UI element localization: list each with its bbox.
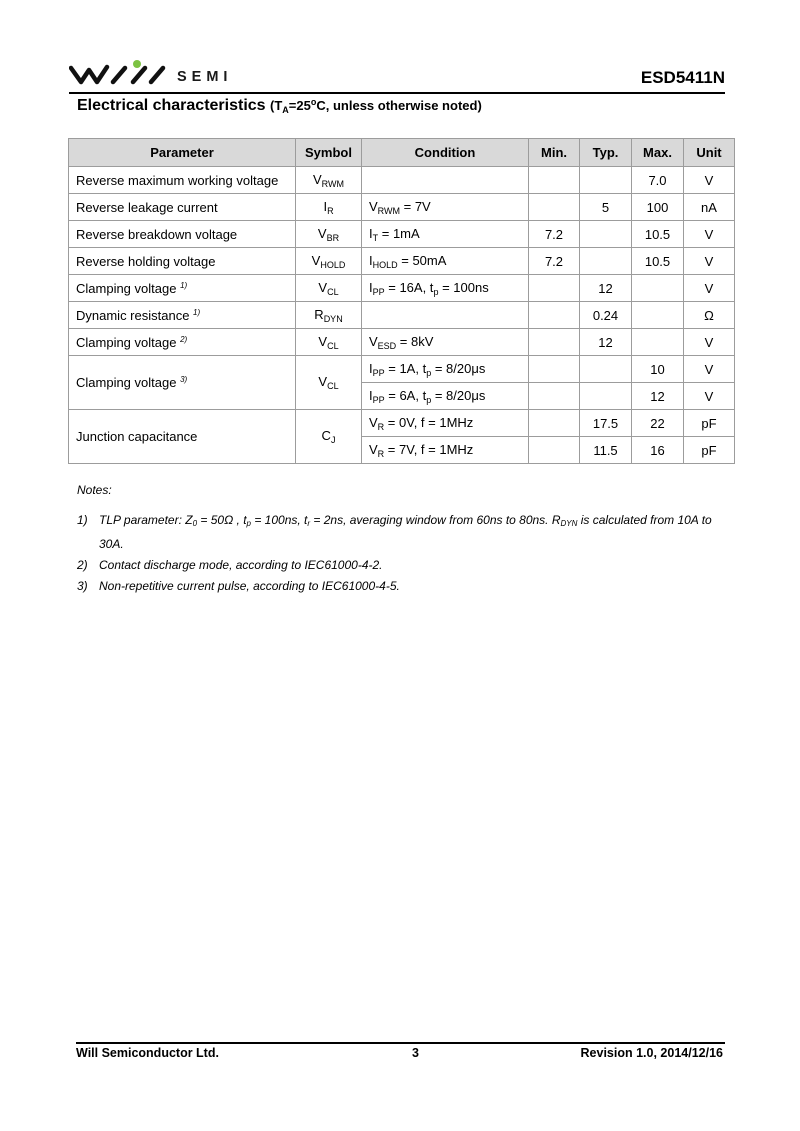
table-row	[69, 410, 735, 437]
text-part: = 8/20μs	[431, 387, 486, 403]
table-row	[69, 275, 735, 302]
text-part: p	[246, 519, 251, 528]
text-part: p	[426, 394, 432, 405]
typ-cell: 12	[580, 329, 632, 356]
text-part: = 100ns	[438, 279, 489, 295]
note-text	[99, 513, 712, 551]
parameter-cell	[69, 356, 296, 410]
table-row	[69, 167, 735, 194]
unit-cell: V	[684, 248, 735, 275]
parameter-cell	[69, 275, 296, 302]
parameter-cell	[69, 329, 296, 356]
notes-section	[77, 483, 727, 597]
parameter-cell	[69, 248, 296, 275]
condition-cell	[362, 383, 529, 410]
text-part: I	[369, 225, 373, 241]
typ-cell	[580, 248, 632, 275]
notes-title: Notes:	[77, 483, 112, 497]
unit-cell: V	[684, 356, 735, 383]
max-cell: 10.5	[632, 221, 684, 248]
column-header: Typ.	[580, 139, 632, 167]
typ-cell: 12	[580, 275, 632, 302]
text-part: PP	[372, 286, 385, 297]
text-part: Contact discharge mode, according to IEC61000-4-2.	[99, 558, 383, 572]
max-cell	[632, 329, 684, 356]
text-part: = 7V, f = 1MHz	[384, 441, 474, 457]
max-cell: 22	[632, 410, 684, 437]
condition-cell	[362, 248, 529, 275]
text-part: = 8kV	[396, 333, 434, 349]
text-part: = 100ns, t	[251, 513, 308, 527]
symbol-cell	[296, 221, 362, 248]
table-row	[69, 248, 735, 275]
symbol-main: C	[321, 428, 331, 443]
symbol-subscript: RWM	[321, 178, 344, 189]
text-part: ESD	[377, 340, 397, 351]
text-part: I	[369, 252, 373, 268]
symbol-main: I	[323, 198, 328, 214]
parameter-text: Reverse holding voltage	[76, 253, 216, 269]
typ-cell	[580, 383, 632, 410]
text-part: PP	[372, 394, 385, 405]
max-cell: 12	[632, 383, 684, 410]
symbol-main: V	[318, 279, 328, 295]
min-cell	[529, 437, 580, 464]
text-part: = 8/20μs	[431, 360, 486, 376]
typ-cell: 0.24	[580, 302, 632, 329]
parameter-cell	[69, 194, 296, 221]
min-cell	[529, 383, 580, 410]
symbol-main: R	[314, 306, 324, 322]
min-cell: 7.2	[529, 248, 580, 275]
unit-cell: V	[684, 383, 735, 410]
text-part: 0	[192, 519, 198, 528]
note-ref: 3)	[180, 375, 188, 384]
section-title-text: Electrical characteristics	[77, 97, 266, 114]
text-part: V	[369, 441, 378, 457]
parameter-cell	[69, 410, 296, 464]
document-id: ESD5411N	[640, 68, 725, 87]
min-cell: 7.2	[529, 221, 580, 248]
unit-cell: V	[684, 329, 735, 356]
parameter-text: Reverse leakage current	[76, 199, 218, 215]
symbol-cell	[296, 302, 362, 329]
symbol-subscript: DYN	[323, 313, 343, 324]
brand-text: SEMI	[177, 69, 233, 85]
table-row	[69, 194, 735, 221]
footer-divider	[76, 1042, 725, 1044]
section-title	[77, 97, 482, 115]
symbol-cell	[296, 329, 362, 356]
table-row	[69, 329, 735, 356]
max-cell: 10	[632, 356, 684, 383]
text-part: = 0V, f = 1MHz	[384, 414, 474, 430]
will-semi-logo-icon	[69, 58, 269, 88]
parameter-cell	[69, 302, 296, 329]
footer-revision: Revision 1.0, 2014/12/16	[580, 1046, 723, 1060]
table-row	[69, 356, 735, 383]
symbol-subscript: J	[330, 435, 336, 445]
unit-cell: nA	[684, 194, 735, 221]
note-number: 1)	[77, 513, 88, 527]
symbol-cell	[296, 356, 362, 410]
symbol-subscript: BR	[326, 232, 340, 243]
unit-cell: V	[684, 167, 735, 194]
note-ref: 1)	[193, 307, 201, 317]
note-text	[99, 558, 383, 572]
symbol-cell	[296, 194, 362, 221]
typ-cell: 17.5	[580, 410, 632, 437]
symbol-cell	[296, 167, 362, 194]
column-header: Symbol	[296, 139, 362, 167]
max-cell: 100	[632, 194, 684, 221]
symbol-subscript: CL	[327, 381, 339, 391]
table-row	[69, 221, 735, 248]
symbol-main: V	[317, 225, 327, 241]
section-condition: ($T_A=25^oC$, unless otherwise noted)	[270, 97, 482, 115]
note-number: 2)	[77, 558, 88, 572]
unit-cell: pF	[684, 410, 735, 437]
parameter-text: Junction capacitance	[76, 429, 198, 444]
condition-cell	[362, 410, 529, 437]
min-cell	[529, 167, 580, 194]
note-number: 3)	[77, 579, 88, 593]
column-header: Min.	[529, 139, 580, 167]
column-header: Condition	[362, 139, 529, 167]
max-cell	[632, 302, 684, 329]
text-part: R	[377, 421, 385, 432]
symbol-main: V	[312, 171, 322, 187]
condition-cell	[362, 302, 529, 329]
table-header-row	[69, 139, 735, 167]
min-cell	[529, 194, 580, 221]
text-part: V	[369, 333, 378, 349]
text-part: = 16A, t	[384, 279, 434, 295]
unit-cell: Ω	[684, 302, 735, 329]
text-part: = 50mA	[397, 252, 447, 268]
text-part: = 2ns, averaging window from 60ns to 80ns. R	[310, 513, 561, 527]
text-part: V	[369, 414, 378, 430]
symbol-subscript: CL	[327, 340, 339, 351]
footer-page-number: 3	[412, 1046, 419, 1060]
typ-cell: 5	[580, 194, 632, 221]
note-item	[77, 576, 727, 597]
text-part: I	[369, 279, 373, 295]
unit-cell: V	[684, 221, 735, 248]
column-header: Unit	[684, 139, 735, 167]
condition-cell	[362, 221, 529, 248]
min-cell	[529, 329, 580, 356]
symbol-main: V	[318, 374, 328, 389]
text-part: V	[369, 198, 378, 214]
unit-cell: V	[684, 275, 735, 302]
parameter-text: Clamping voltage	[76, 375, 181, 390]
text-part: I	[369, 360, 373, 376]
text-part: R	[377, 448, 385, 459]
text-part: I	[369, 387, 373, 403]
symbol-subscript: R	[327, 205, 334, 216]
condition-cell	[362, 356, 529, 383]
text-part: PP	[372, 367, 385, 378]
min-cell	[529, 275, 580, 302]
text-part: = 50Ω , t	[197, 513, 247, 527]
text-part: RWM	[377, 205, 401, 216]
electrical-characteristics-table	[68, 138, 735, 464]
note-item	[77, 510, 727, 555]
note-text	[99, 579, 400, 593]
parameter-cell	[69, 221, 296, 248]
text-part: = 1mA	[378, 225, 420, 241]
max-cell	[632, 275, 684, 302]
column-header: Max.	[632, 139, 684, 167]
min-cell	[529, 356, 580, 383]
condition-cell	[362, 437, 529, 464]
text-part: is calculated from 10A to 30A.	[99, 513, 712, 551]
text-part: = 1A, t	[384, 360, 427, 376]
table-row	[69, 302, 735, 329]
unit-cell: pF	[684, 437, 735, 464]
text-part: TLP parameter: Z	[99, 513, 193, 527]
typ-cell	[580, 221, 632, 248]
condition-cell	[362, 194, 529, 221]
condition-cell	[362, 167, 529, 194]
parameter-text: Reverse breakdown voltage	[76, 226, 238, 242]
max-cell: 10.5	[632, 248, 684, 275]
text-part: HOLD	[372, 259, 398, 270]
symbol-main: V	[311, 252, 321, 268]
symbol-cell	[296, 248, 362, 275]
parameter-cell	[69, 167, 296, 194]
header-divider	[69, 92, 725, 94]
text-part: p	[426, 367, 432, 378]
typ-cell	[580, 356, 632, 383]
text-part: DYN	[560, 519, 578, 528]
text-part: p	[433, 286, 439, 297]
parameter-text: Reverse maximum working voltage	[76, 172, 279, 188]
note-ref: 2)	[180, 334, 188, 344]
condition-cell	[362, 275, 529, 302]
column-header: Parameter	[69, 139, 296, 167]
symbol-main: V	[318, 333, 328, 349]
typ-cell: 11.5	[580, 437, 632, 464]
text-part: T	[372, 232, 379, 243]
symbol-subscript: CL	[327, 286, 339, 297]
min-cell	[529, 302, 580, 329]
parameter-text: Dynamic resistance	[76, 307, 194, 323]
symbol-cell	[296, 275, 362, 302]
max-cell: 16	[632, 437, 684, 464]
text-part: = 7V	[400, 198, 431, 214]
text-part: Non-repetitive current pulse, according to IEC61000-4-5.	[99, 579, 400, 593]
page-header	[69, 56, 725, 96]
parameter-text: Clamping voltage	[76, 334, 181, 350]
parameter-text: Clamping voltage	[76, 280, 181, 296]
condition-cell	[362, 329, 529, 356]
note-ref: 1)	[180, 280, 188, 290]
symbol-cell	[296, 410, 362, 464]
typ-cell	[580, 167, 632, 194]
text-part: r	[307, 519, 311, 528]
note-item	[77, 555, 727, 576]
min-cell	[529, 410, 580, 437]
max-cell: 7.0	[632, 167, 684, 194]
footer-company: Will Semiconductor Ltd.	[76, 1046, 219, 1060]
text-part: = 6A, t	[384, 387, 427, 403]
symbol-subscript: HOLD	[320, 259, 346, 270]
